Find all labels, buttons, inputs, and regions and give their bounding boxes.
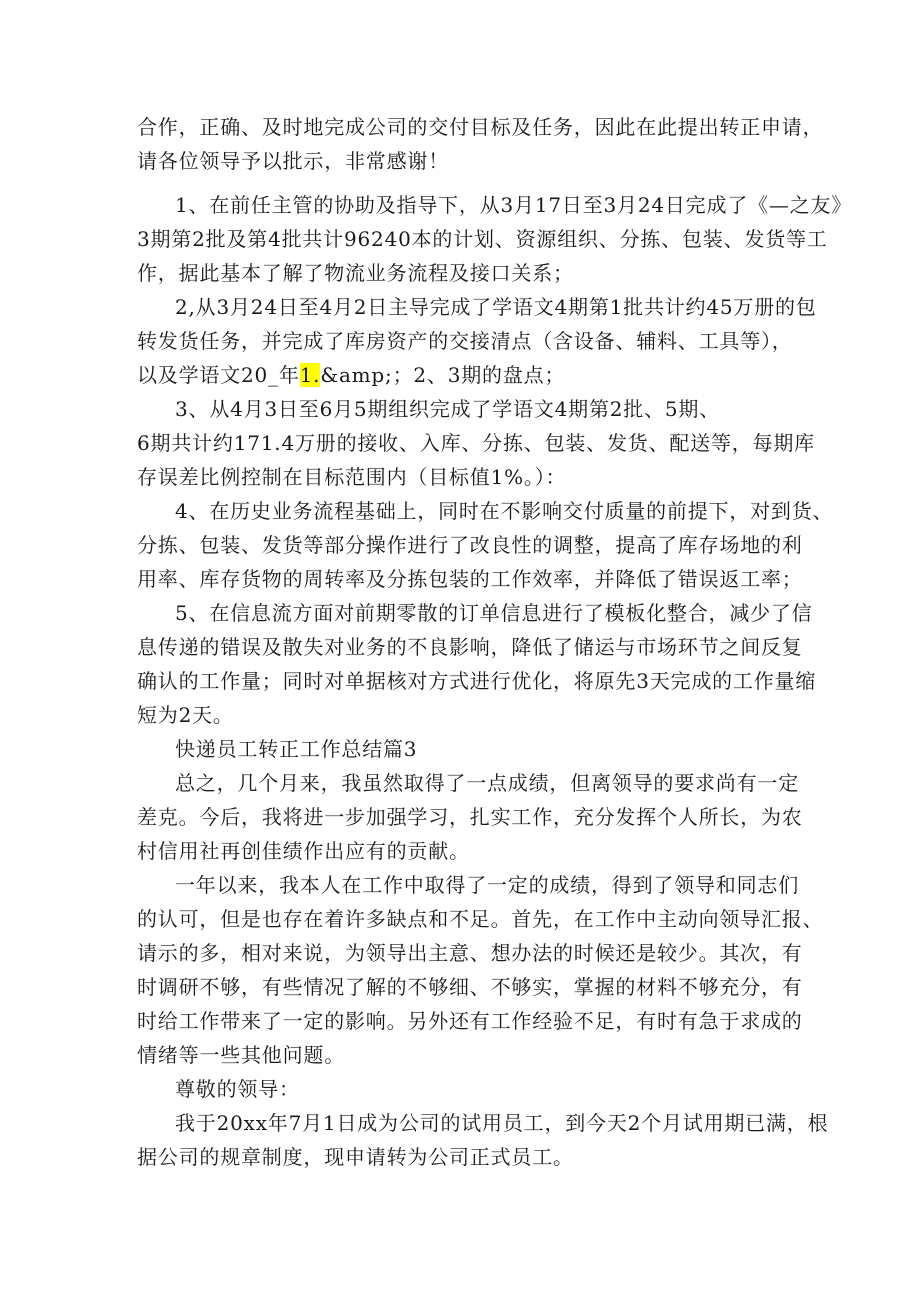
text-line: 的认可，但是也存在着许多缺点和不足。首先，在工作中主动向领导汇报、 (137, 907, 824, 931)
text-line: 村信用社再创佳绩作出应有的贡献。 (137, 839, 470, 863)
text-line: 3、从4月3日至6月5期组织完成了学语文4期第2批、5期、 (175, 397, 720, 421)
text-segment: &amp;；2、3期的盘点； (320, 363, 566, 387)
text-line: 请示的多，相对来说，为领导出主意、想办法的时候还是较少。其次，有 (137, 941, 803, 965)
text-line: 一年以来，我本人在工作中取得了一定的成绩，得到了领导和同志们 (175, 873, 799, 897)
text-line: 据公司的规章制度，现申请转为公司正式员工。 (137, 1145, 574, 1169)
text-line: 3期第2批及第4批共计96240本的计划、资源组织、分拣、包装、发货等工 (137, 227, 828, 251)
text-line: 息传递的错误及散失对业务的不良影响，降低了储运与市场环节之间反复 (137, 635, 803, 659)
text-line: 4、在历史业务流程基础上，同时在不影响交付质量的前提下，对到货、 (175, 499, 834, 523)
text-line: 情绪等一些其他问题。 (137, 1043, 345, 1067)
text-line: 2,从3月24日至4月2日主导完成了学语文4期第1批共计约45万册的包 (175, 295, 817, 319)
text-line: 6期共计约171.4万册的接收、入库、分拣、包装、发货、配送等，每期库 (137, 431, 815, 455)
text-line: 5、在信息流方面对前期零散的订单信息进行了模板化整合，减少了信 (175, 601, 813, 625)
text-line: 存误差比例控制在目标范围内（目标值1%。）： (137, 465, 567, 489)
text-line: 短为2天。 (137, 703, 234, 727)
text-segment: 以及学语文20_年 (137, 363, 300, 387)
text-line: 总之，几个月来，我虽然取得了一点成绩，但离领导的要求尚有一定 (175, 771, 799, 795)
text-line: 合作，正确、及时地完成公司的交付目标及任务，因此在此提出转正申请， (137, 115, 824, 139)
section-heading: 快递员工转正工作总结篇3 (175, 737, 418, 761)
text-line: 确认的工作量；同时对单据核对方式进行优化，将原先3天完成的工作量缩 (137, 669, 817, 693)
text-line: 差克。今后，我将进一步加强学习，扎实工作，充分发挥个人所长，为农 (137, 805, 803, 829)
text-line: 作，据此基本了解了物流业务流程及接口关系； (137, 261, 574, 285)
text-line: 时给工作带来了一定的影响。另外还有工作经验不足，有时有急于求成的 (137, 1009, 803, 1033)
text-line: 分拣、包装、发货等部分操作进行了改良性的调整，提高了库存场地的利 (137, 533, 803, 557)
text-line: 时调研不够，有些情况了解的不够细、不够实，掌握的材料不够充分，有 (137, 975, 803, 999)
text-line: 我于20xx年7月1日成为公司的试用员工，到今天2个月试用期已满，根 (175, 1111, 829, 1135)
text-line: 1、在前任主管的协助及指导下，从3月17日至3月24日完成了《—之友》 (175, 193, 853, 217)
salutation: 尊敬的领导： (175, 1077, 300, 1101)
text-line: 转发货任务，并完成了库房资产的交接清点（含设备、辅料、工具等）， (137, 329, 793, 353)
text-line: 请各位领导予以批示，非常感谢！ (137, 149, 449, 173)
document-body (137, 110, 853, 1174)
highlighted-text: 1. (299, 363, 321, 387)
text-line-with-highlight (137, 358, 797, 392)
text-line: 用率、库存货物的周转率及分拣包装的工作效率，并降低了错误返工率； (137, 567, 803, 591)
